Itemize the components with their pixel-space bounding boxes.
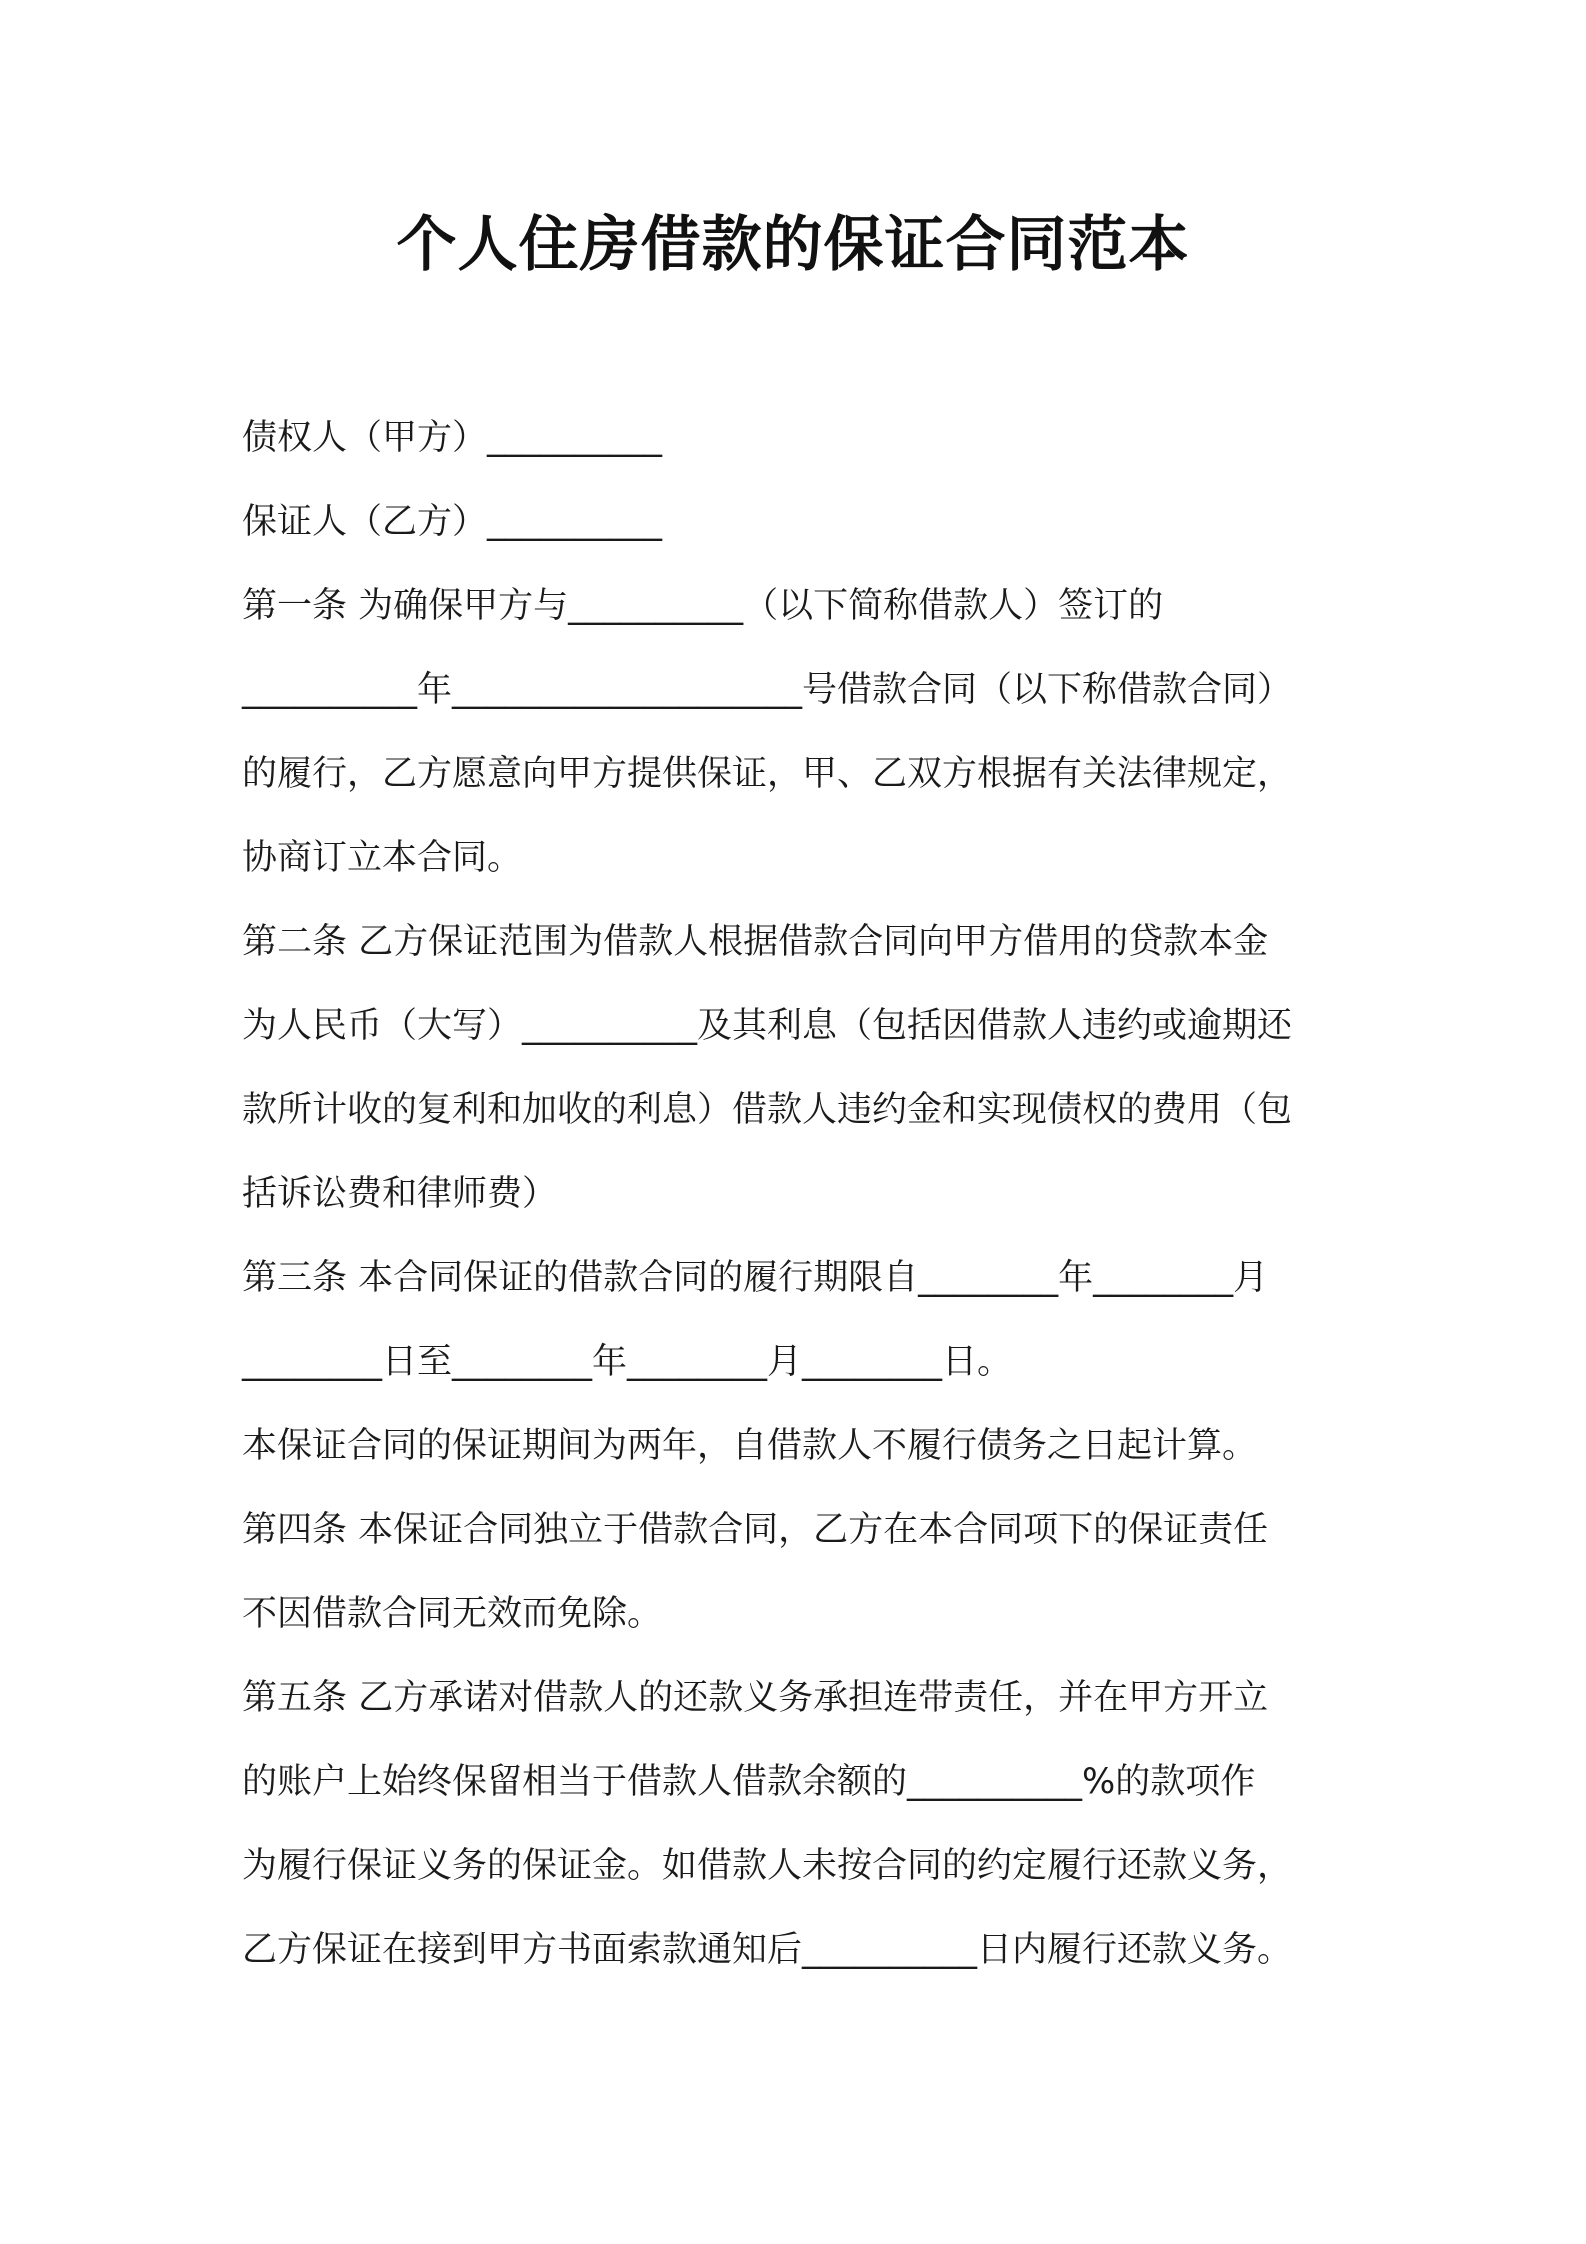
article-4-line-2: 不因借款合同无效而免除。 <box>242 1594 663 1634</box>
article-5-line-4: 乙方保证在接到甲方书面索款通知后__________日内履行还款义务。 <box>242 1930 1293 1970</box>
article-2-line-2: 为人民币（大写）__________及其利息（包括因借款人违约或逾期还 <box>242 1006 1293 1046</box>
article-2-line-4: 括诉讼费和律师费） <box>242 1174 558 1214</box>
party-b-line: 保证人（乙方）__________ <box>242 502 663 542</box>
article-5-line-1: 第五条 乙方承诺对借款人的还款义务承担连带责任，并在甲方开立 <box>242 1678 1269 1718</box>
article-1-line-3: 的履行，乙方愿意向甲方提供保证，甲、乙双方根据有关法律规定， <box>242 754 1293 794</box>
article-3-line-2: ________日至________年________月________日。 <box>242 1342 1013 1382</box>
article-1-line-4: 协商订立本合同。 <box>242 838 523 878</box>
article-5-line-2: 的账户上始终保留相当于借款人借款余额的__________%的款项作 <box>242 1762 1256 1802</box>
article-2-line-1: 第二条 乙方保证范围为借款人根据借款合同向甲方借用的贷款本金 <box>242 922 1269 962</box>
article-5-line-3: 为履行保证义务的保证金。如借款人未按合同的约定履行还款义务， <box>242 1846 1293 1886</box>
article-1-line-1: 第一条 为确保甲方与__________（以下简称借款人）签订的 <box>242 586 1164 626</box>
party-a-line: 债权人（甲方）__________ <box>242 418 663 458</box>
article-3-line-1: 第三条 本合同保证的借款合同的履行期限自________年________月 <box>242 1258 1269 1298</box>
article-1-line-2: __________年____________________号借款合同（以下称借款合同） <box>242 670 1293 710</box>
document-title: 个人住房借款的保证合同范本 <box>396 210 1190 280</box>
article-2-line-3: 款所计收的复利和加收的利息）借款人违约金和实现债权的费用（包 <box>242 1090 1293 1130</box>
article-4-line-1: 第四条 本保证合同独立于借款合同，乙方在本合同项下的保证责任 <box>242 1510 1269 1550</box>
guarantee-period-line: 本保证合同的保证期间为两年，自借款人不履行债务之日起计算。 <box>242 1426 1258 1466</box>
